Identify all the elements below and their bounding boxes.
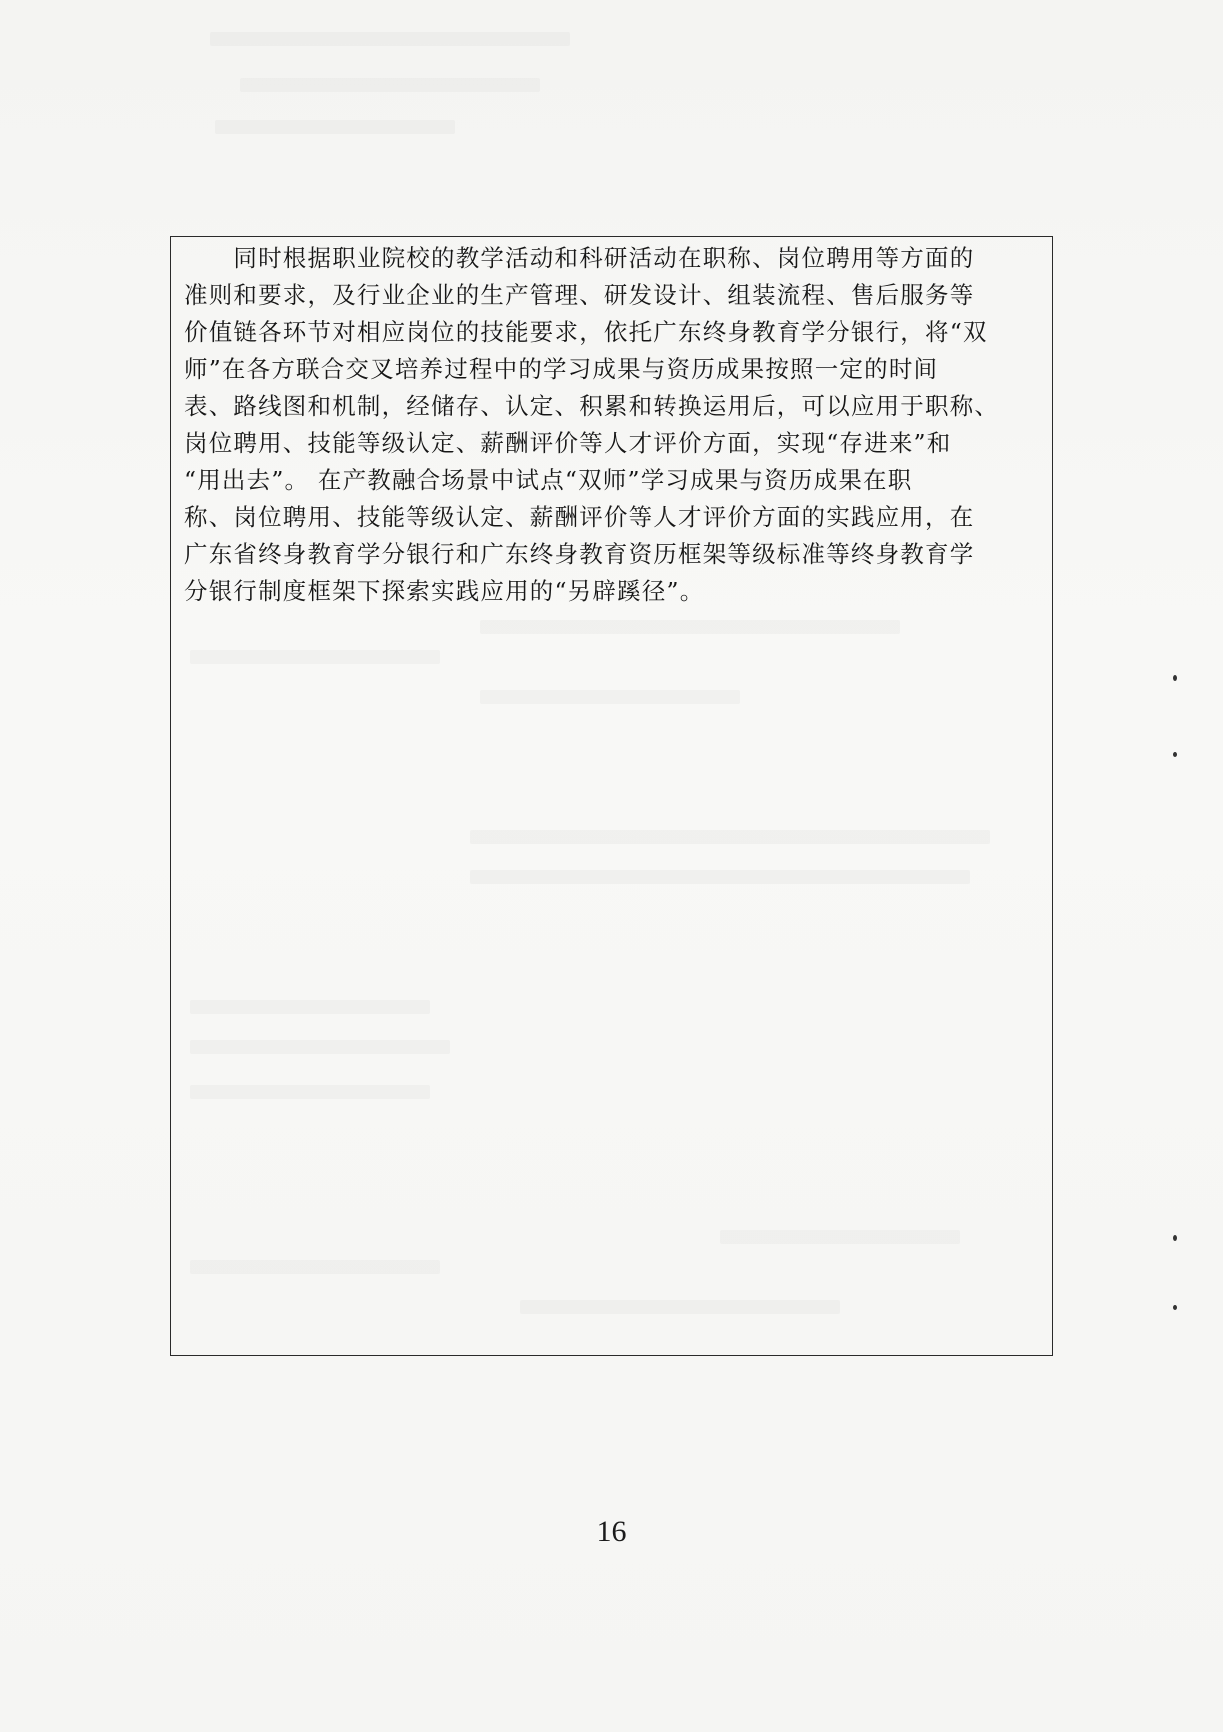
body-line: 表、路线图和机制，经储存、认定、积累和转换运用后，可以应用于职称、 <box>184 392 1000 420</box>
body-line: 价值链各环节对相应岗位的技能要求，依托广东终身教育学分银行，将“双 <box>184 318 988 346</box>
show-through-text <box>210 32 570 46</box>
body-line: 岗位聘用、技能等级认定、薪酬评价等人才评价方面，实现“存进来”和 <box>184 429 952 457</box>
body-line: 同时根据职业院校的教学活动和科研活动在职称、岗位聘用等方面的 <box>184 244 975 272</box>
show-through-text <box>215 120 455 134</box>
scan-speck <box>1173 1235 1177 1241</box>
body-paragraph <box>184 240 1040 610</box>
scan-speck <box>1173 752 1177 757</box>
body-line: 师”在各方联合交叉培养过程中的学习成果与资历成果按照一定的时间 <box>184 355 939 383</box>
body-line: “用出去”。 在产教融合场景中试点“双师”学习成果与资历成果在职 <box>184 466 913 494</box>
body-line: 广东省终身教育学分银行和广东终身教育资历框架等级标准等终身教育学 <box>184 540 975 568</box>
scan-speck <box>1173 1305 1177 1310</box>
body-line: 称、岗位聘用、技能等级认定、薪酬评价等人才评价方面的实践应用，在 <box>184 503 975 531</box>
body-line: 分银行制度框架下探索实践应用的“另辟蹊径”。 <box>184 577 705 605</box>
page-number: 16 <box>596 1515 627 1548</box>
scan-speck <box>1173 675 1177 681</box>
show-through-text <box>240 78 540 92</box>
body-line: 准则和要求，及行业企业的生产管理、研发设计、组装流程、售后服务等 <box>184 281 975 309</box>
